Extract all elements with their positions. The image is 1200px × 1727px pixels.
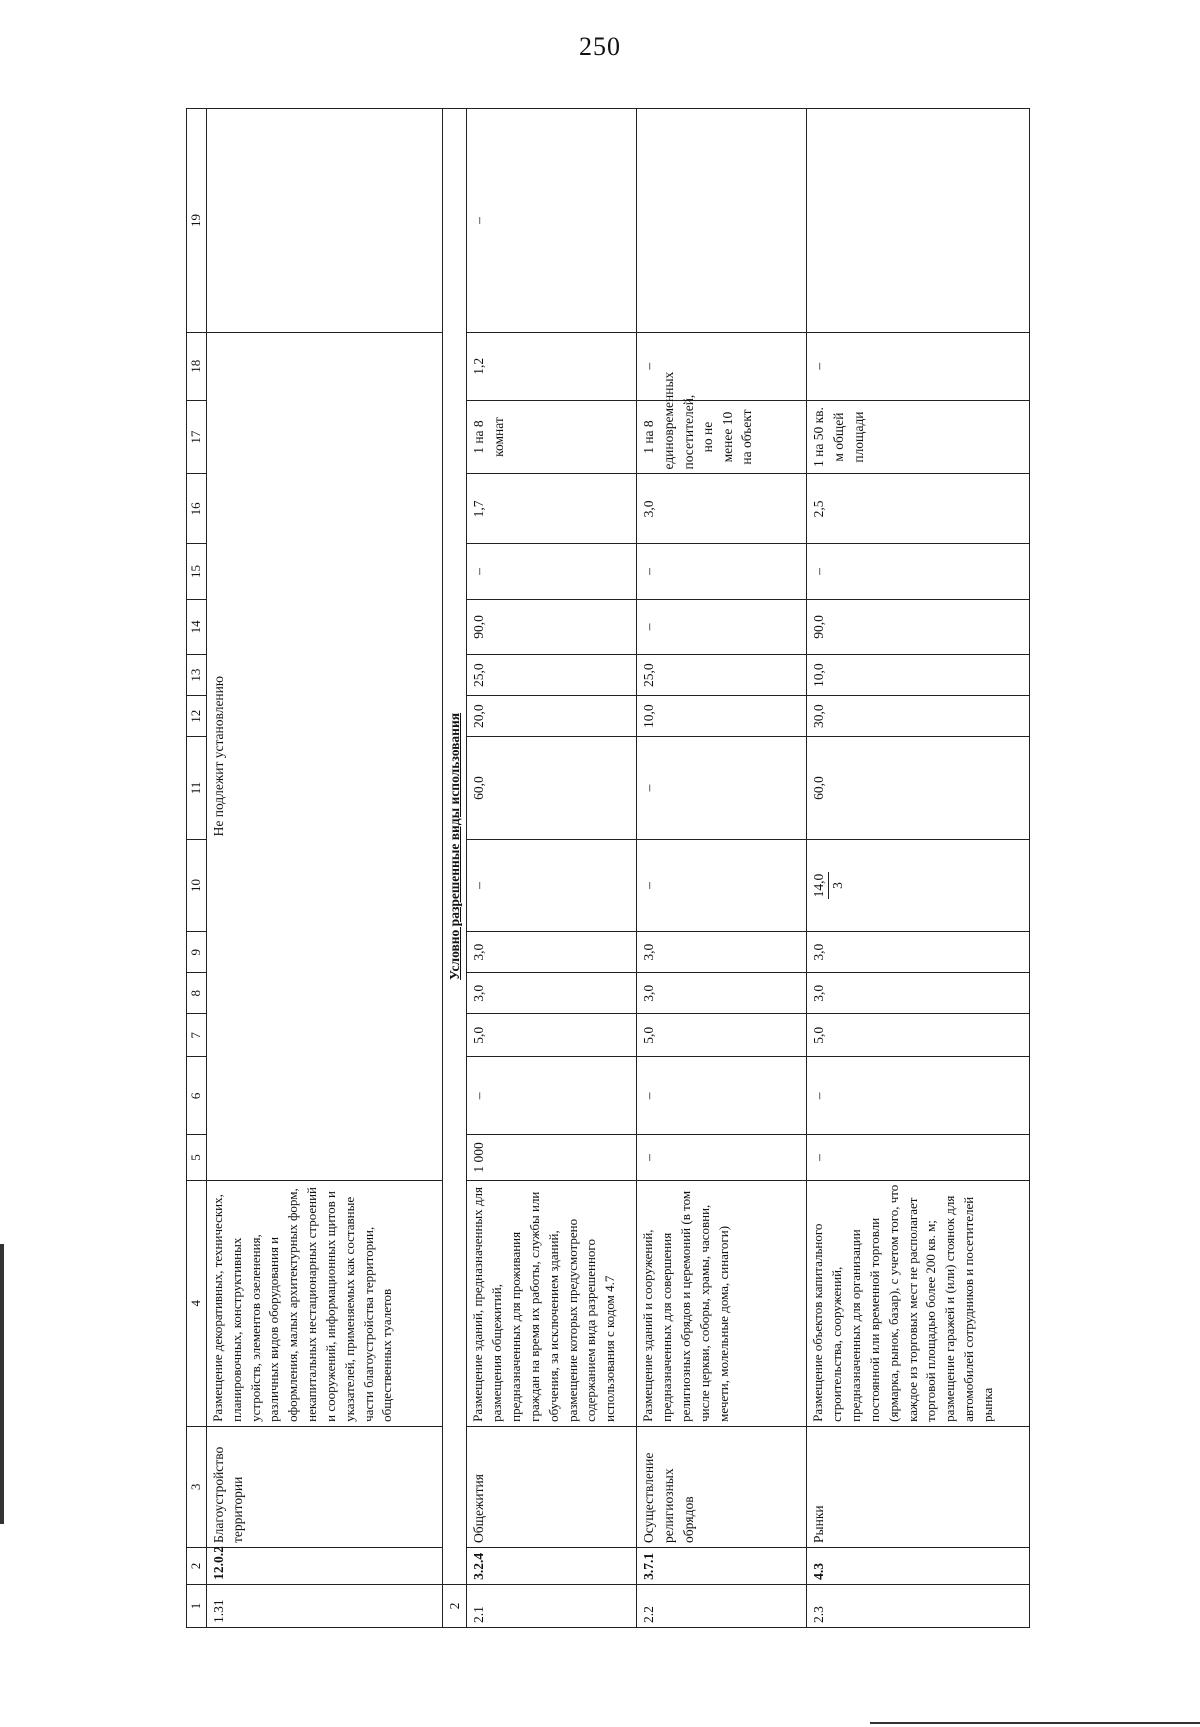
column-header-row <box>187 109 207 1628</box>
column-header: 9 <box>187 932 207 973</box>
column-header: 5 <box>187 1135 207 1180</box>
table-cell: – <box>807 1135 1030 1180</box>
column-header: 14 <box>187 599 207 654</box>
table-cell: 3,0 <box>637 932 807 973</box>
table-row <box>467 109 637 1628</box>
table-row-1-31 <box>206 109 442 1628</box>
row-number: 2.3 <box>807 1584 1030 1627</box>
table-cell: – <box>467 1057 637 1135</box>
table-cell: 3,0 <box>467 932 637 973</box>
row-name: Благоустройство территории <box>206 1426 442 1547</box>
table-cell: 1 000 <box>467 1135 637 1180</box>
table-cell: 10,0 <box>637 696 807 737</box>
row-description: Размещение зданий и сооружений, предназначенных для совершения религиозных обрядов и церемоний (в том числе церкви, соборы, храмы, часовни, мечети, молельные дома, синагоги) <box>637 1180 807 1426</box>
merged-note: Не подлежит установлению <box>206 332 442 1180</box>
scan-edge-artifact <box>0 1244 4 1524</box>
column-header: 11 <box>187 737 207 840</box>
table-cell: – <box>467 109 637 333</box>
column-header: 7 <box>187 1014 207 1057</box>
table-cell: 5,0 <box>807 1014 1030 1057</box>
table-cell: 3,0 <box>637 474 807 544</box>
column-header: 2 <box>187 1547 207 1584</box>
row-code: 3.7.1 <box>637 1547 807 1584</box>
column-header: 12 <box>187 696 207 737</box>
table-row <box>807 109 1030 1628</box>
column-header: 18 <box>187 332 207 400</box>
row-description: Размещение декоративных, технических, планировочных, конструктивных устройств, элементов озеленения, различных видов оборудования и оформления, малых архитектурных форм, некапитальных нестационарных строений и сооружений, информационных щитов и указателей, применяемых как составные части благоустройства территории, общественных туалетов <box>206 1180 442 1426</box>
table-cell: 90,0 <box>807 599 1030 654</box>
table-cell: 30,0 <box>807 696 1030 737</box>
table-cell: 5,0 <box>637 1014 807 1057</box>
row-description: Размещение зданий, предназначенных для размещения общежитий, предназначенных для проживания граждан на время их работы, службы или обучения, за исключением зданий, размещение которых предусмотрено содержанием вида разрешенного использования с кодом 4.7 <box>467 1180 637 1426</box>
row-number: 1.31 <box>206 1584 442 1627</box>
column-header: 1 <box>187 1584 207 1627</box>
row-code: 4.3 <box>807 1547 1030 1584</box>
table-cell: 2,5 <box>807 474 1030 544</box>
table-cell: – <box>637 1057 807 1135</box>
table-cell: 20,0 <box>467 696 637 737</box>
table-cell: 3,0 <box>807 932 1030 973</box>
table-cell: – <box>807 544 1030 599</box>
section-title-cell <box>442 109 467 1585</box>
column-header: 15 <box>187 544 207 599</box>
table-cell <box>206 109 442 333</box>
table-cell: 1 на 8 комнат <box>467 400 637 474</box>
page-number: 250 <box>579 32 621 61</box>
table-cell: 25,0 <box>637 655 807 696</box>
column-header: 13 <box>187 655 207 696</box>
row-name: Осуществление религиозных обрядов <box>637 1426 807 1547</box>
table-row <box>637 109 807 1628</box>
row-code: 3.2.4 <box>467 1547 637 1584</box>
table-cell: – <box>467 839 637 931</box>
table-cell <box>637 109 807 333</box>
rotated-table-canvas <box>186 108 1030 1628</box>
table-cell: 1,7 <box>467 474 637 544</box>
column-header: 4 <box>187 1180 207 1426</box>
row-number: 2.2 <box>637 1584 807 1627</box>
fraction-denominator: 3 <box>829 882 845 889</box>
table-cell: 1 на 8 единовременных посетителей, но не менее 10 на объект <box>637 400 807 474</box>
table-cell: 5,0 <box>467 1014 637 1057</box>
land-use-table <box>186 108 1030 1628</box>
rotated-table-wrapper <box>186 108 1030 1628</box>
table-cell: – <box>807 1057 1030 1135</box>
column-header: 6 <box>187 1057 207 1135</box>
fraction-numerator: 14,0 <box>811 872 828 900</box>
column-header: 16 <box>187 474 207 544</box>
column-header: 8 <box>187 973 207 1014</box>
table-cell: 60,0 <box>467 737 637 840</box>
table-cell: – <box>637 599 807 654</box>
row-description: Размещение объектов капитального строительства, сооружений, предназначенных для организации постоянной или временной торговли (ярмарка, рынок, базар), с учетом того, что каждое из торговых мест не располагает торговой площадью более 200 кв. м; размещение гаражей и (или) стоянок для автомобилей сотрудников и посетителей рынка <box>807 1180 1030 1426</box>
section-title: Условно разрешенные виды использования <box>446 712 462 980</box>
table-cell: – <box>637 332 807 400</box>
row-name: Рынки <box>807 1426 1030 1547</box>
column-header: 17 <box>187 400 207 474</box>
table-cell: – <box>467 544 637 599</box>
column-header: 19 <box>187 109 207 333</box>
table-cell: 3,0 <box>467 973 637 1014</box>
table-cell: – <box>637 1135 807 1180</box>
table-cell: 90,0 <box>467 599 637 654</box>
table-cell: 60,0 <box>807 737 1030 840</box>
column-header: 10 <box>187 839 207 931</box>
row-name: Общежития <box>467 1426 637 1547</box>
table-cell: 1,2 <box>467 332 637 400</box>
section-number: 2 <box>442 1584 467 1627</box>
table-cell: 25,0 <box>467 655 637 696</box>
fraction-cell <box>807 839 1030 931</box>
table-cell: – <box>637 544 807 599</box>
table-cell <box>807 109 1030 333</box>
section-row <box>442 109 467 1628</box>
row-code: 12.0.2 <box>206 1547 442 1584</box>
row-number: 2.1 <box>467 1584 637 1627</box>
table-cell: – <box>637 839 807 931</box>
scan-edge-artifact <box>870 1722 1200 1724</box>
table-cell: – <box>807 332 1030 400</box>
table-cell: 1 на 50 кв. м общей площади <box>807 400 1030 474</box>
table-cell: 10,0 <box>807 655 1030 696</box>
table-cell: 3,0 <box>637 973 807 1014</box>
table-cell: – <box>637 737 807 840</box>
table-cell: 3,0 <box>807 973 1030 1014</box>
column-header: 3 <box>187 1426 207 1547</box>
